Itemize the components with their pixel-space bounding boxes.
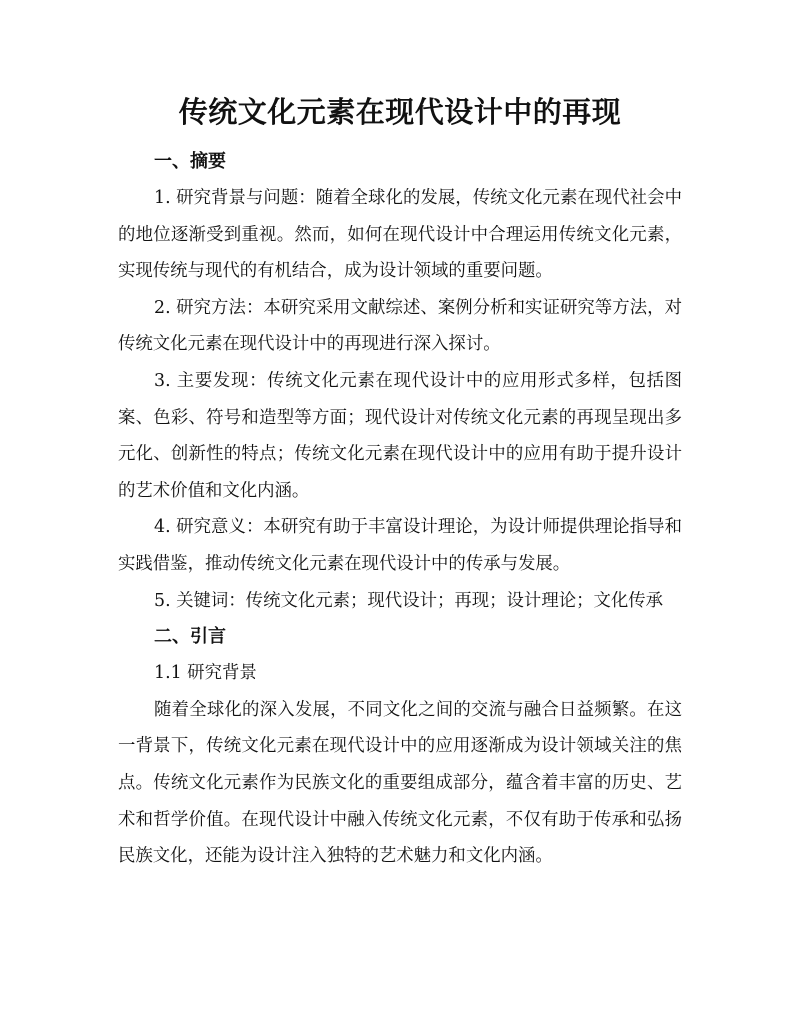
abstract-item-method: 2. 研究方法：本研究采用文献综述、案例分析和实证研究等方法，对传统文化元素在现代设计中的再现进行深入探讨。 — [118, 297, 682, 355]
abstract-item-keywords: 5. 关键词：传统文化元素；现代设计；再现；设计理论；文化传承 — [154, 590, 664, 611]
abstract-item-background: 1. 研究背景与问题：随着全球化的发展，传统文化元素在现代社会中的地位逐渐受到重视。然而，如何在现代设计中合理运用传统文化元素，实现传统与现代的有机结合，成为设计领域的重要问题。 — [118, 188, 682, 282]
intro-heading: 二、引言 — [154, 626, 226, 648]
intro-subheading: 1.1 研究背景 — [154, 663, 257, 684]
abstract-item-findings: 3. 主要发现：传统文化元素在现代设计中的应用形式多样，包括图案、色彩、符号和造型等方面；现代设计对传统文化元素的再现呈现出多元化、创新性的特点；传统文化元素在现代设计中的应用有助于提升设计的艺术价值和文化内涵。 — [118, 370, 682, 501]
intro-paragraph: 随着全球化的深入发展，不同文化之间的交流与融合日益频繁。在这一背景下，传统文化元素在现代设计中的应用逐渐成为设计领域关注的焦点。传统文化元素作为民族文化的重要组成部分，蕴含着丰富的历史、艺术和哲学价值。在现代设计中融入传统文化元素，不仅有助于传承和弘扬民族文化，还能为设计注入独特的艺术魅力和文化内涵。 — [118, 699, 682, 867]
abstract-item-significance: 4. 研究意义：本研究有助于丰富设计理论，为设计师提供理论指导和实践借鉴，推动传统文化元素在现代设计中的传承与发展。 — [118, 517, 682, 574]
abstract-heading: 一、摘要 — [154, 151, 226, 172]
document-title: 传统文化元素在现代设计中的再现 — [178, 95, 622, 129]
